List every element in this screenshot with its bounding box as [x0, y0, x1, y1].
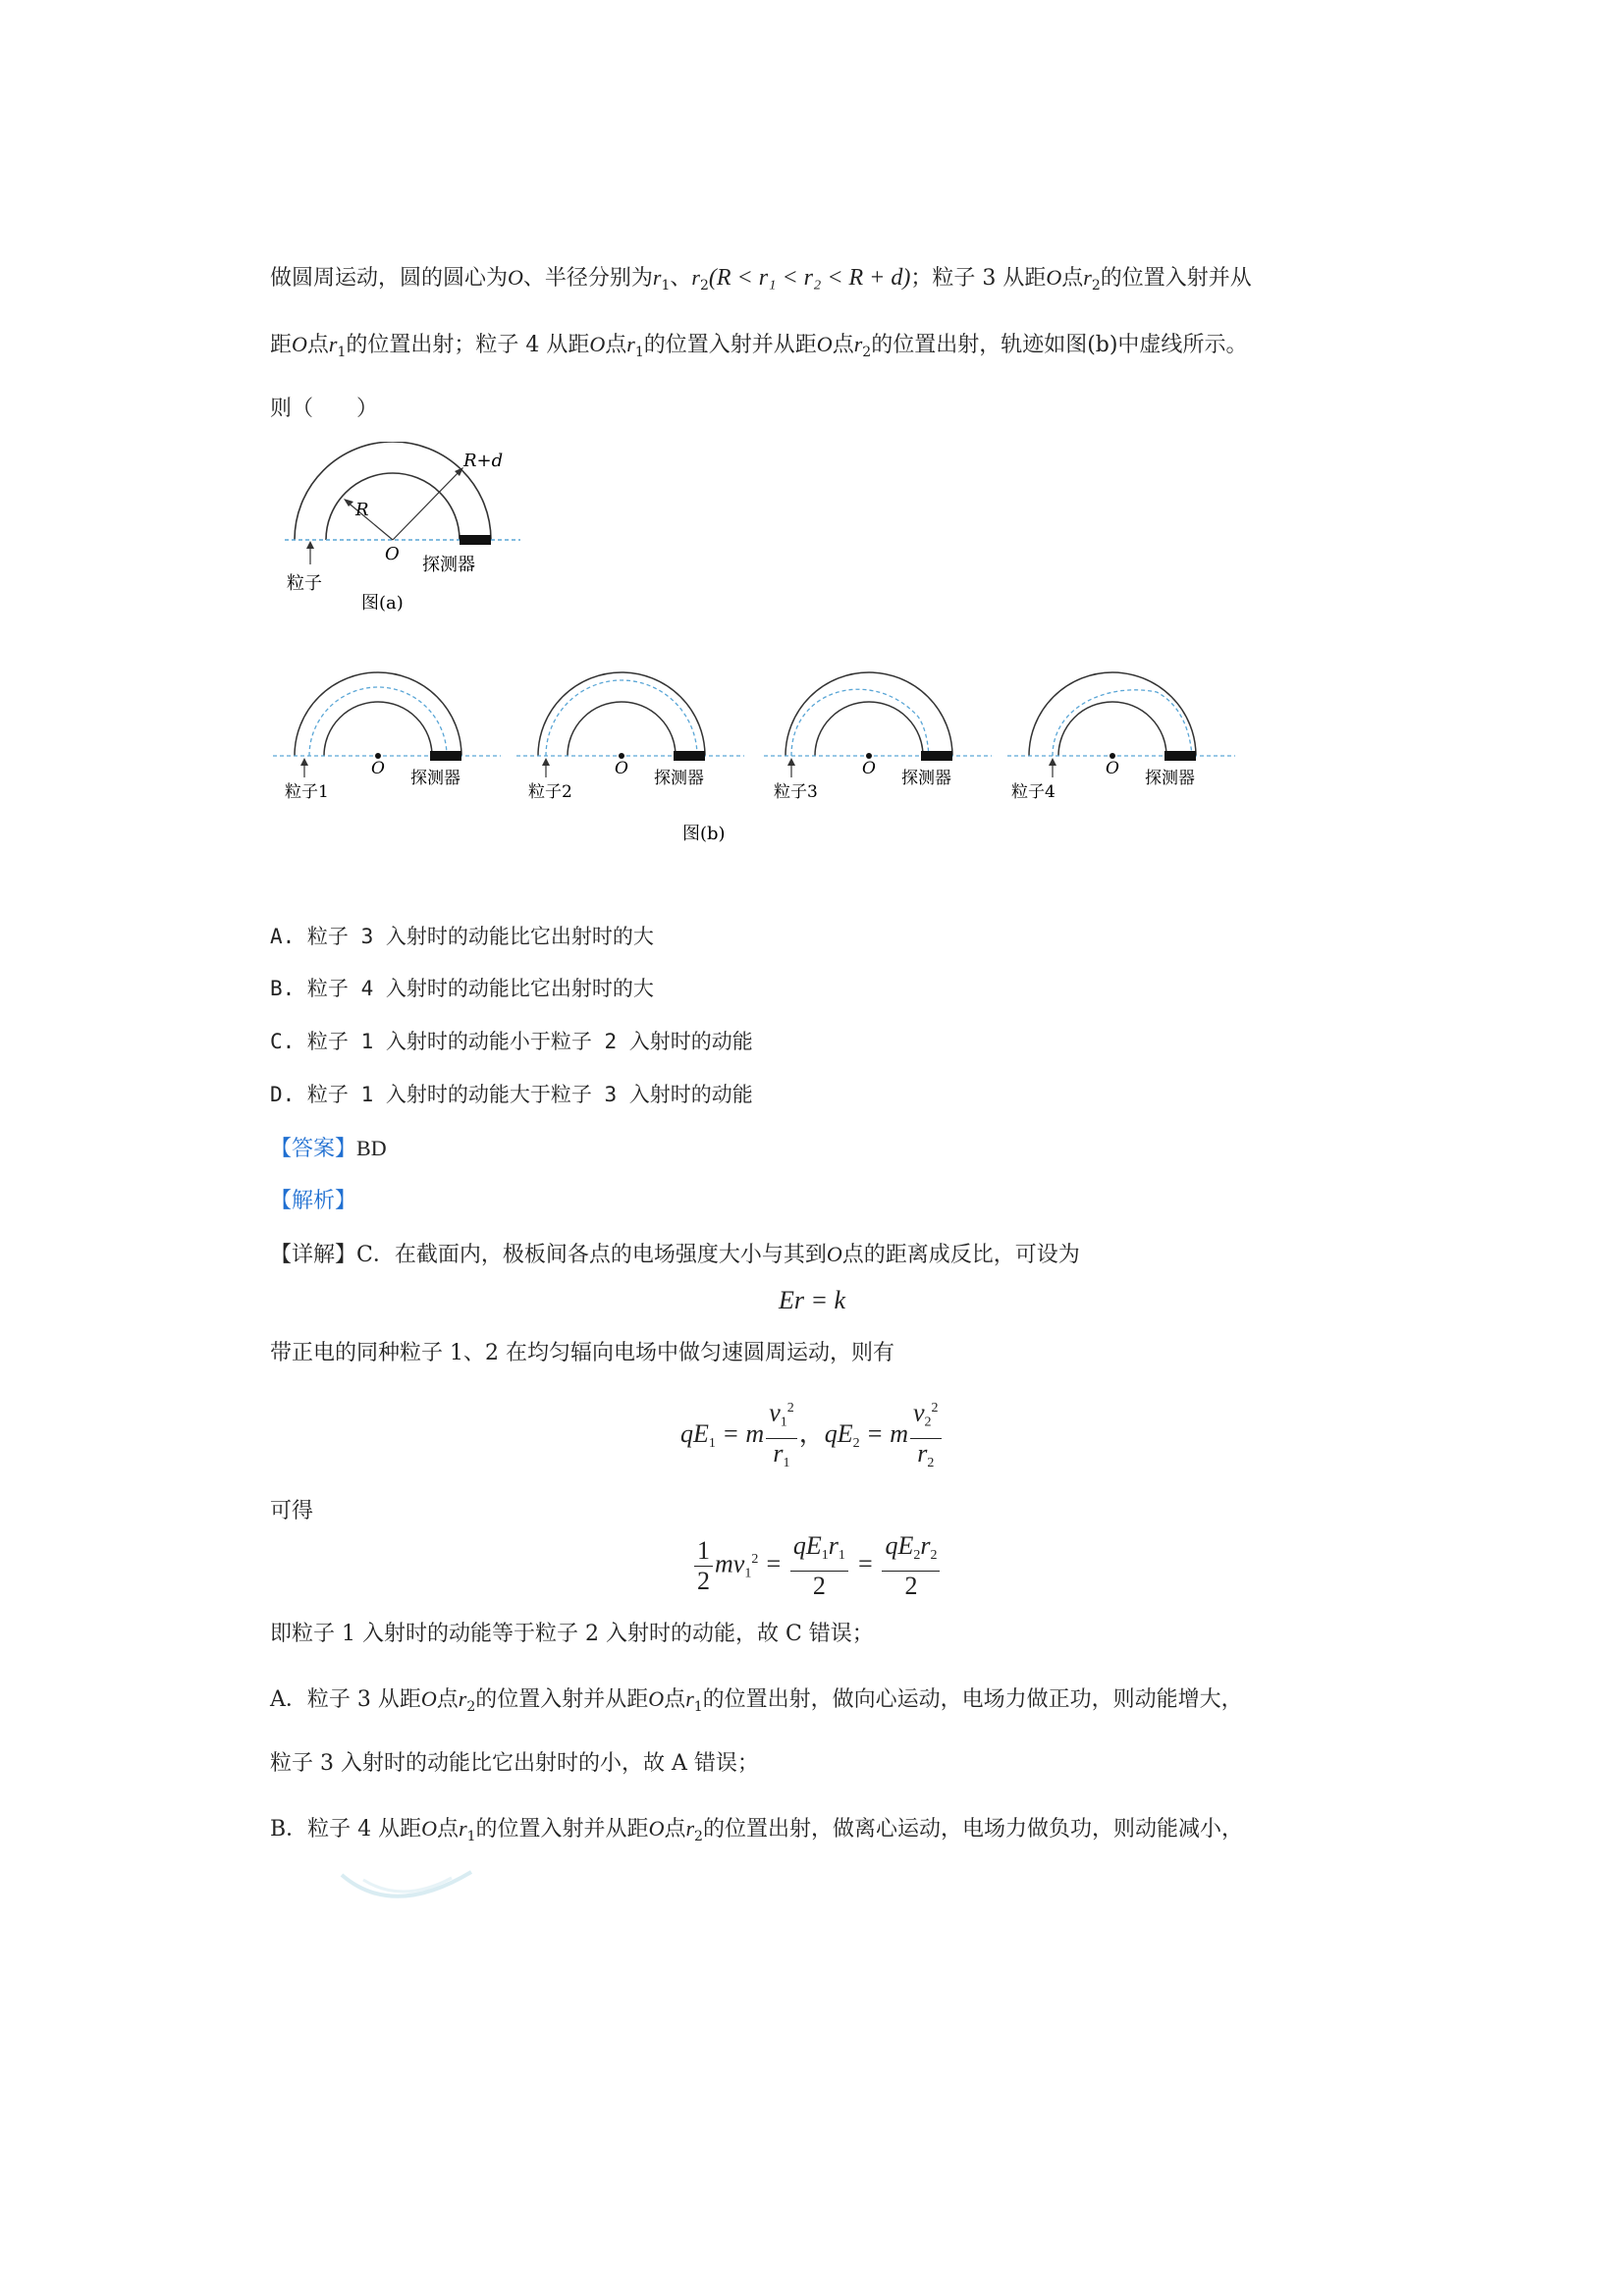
numerator: 1: [694, 1536, 713, 1567]
detector-block: [1164, 751, 1196, 761]
sentence-6: 粒子 3 入射时的动能比它出射时的小，故 A 错误；: [270, 1751, 759, 1776]
watermark-logo: [334, 1860, 491, 1919]
eq-part: = m: [859, 1418, 908, 1448]
symbol-O: O: [508, 265, 523, 290]
symbol-r: r: [853, 332, 863, 356]
panel-2: [516, 672, 744, 802]
text-segment: C．在截面内，极板间各点的电场强度大小与其到: [356, 1243, 827, 1267]
fraction: [882, 1531, 940, 1601]
inner-arc: [1058, 702, 1166, 756]
eq-part: qE: [824, 1418, 853, 1448]
subscript: 2: [930, 1548, 938, 1563]
option-a: A. 粒子 3 入射时的动能比它出射时的大: [270, 925, 654, 948]
denominator: $r_1$: [773, 1438, 790, 1470]
fraction: [910, 1394, 942, 1478]
denominator: 2: [697, 1567, 710, 1595]
numerator: $v_2^2$: [910, 1394, 942, 1439]
text-segment: 、: [670, 266, 692, 291]
eq-sep: ，: [798, 1418, 825, 1448]
detector-block: [430, 751, 461, 761]
question-prompt: 则（ ）: [270, 397, 379, 421]
symbol-r: r: [1083, 265, 1092, 290]
sentence-2: 带正电的同种粒子 1、2 在均匀辐向电场中做匀速圆周运动，则有: [270, 1341, 894, 1365]
detector-block: [674, 751, 705, 761]
label-detector: 探测器: [901, 769, 951, 788]
symbol-r: r: [685, 1816, 695, 1841]
subscript: 1: [838, 1548, 845, 1563]
inner-arc: [568, 702, 676, 756]
arrowhead: [1049, 758, 1056, 766]
text-segment: 点: [437, 1817, 460, 1842]
equation-force: [680, 1394, 944, 1478]
option-c: C. 粒子 1 入射时的动能小于粒子 2 入射时的动能: [270, 1030, 753, 1053]
label-O: O: [615, 759, 628, 778]
text-segment: 点: [1061, 266, 1084, 291]
radius-R-arrow: [346, 501, 393, 540]
text-segment: 、半径分别为: [522, 266, 653, 291]
equation-er-k: Er = k: [779, 1286, 846, 1314]
figure-a: [275, 442, 530, 638]
symbol-r: r: [691, 265, 700, 290]
paragraph-line-3: [270, 395, 378, 424]
paragraph-line-2: [270, 330, 1247, 367]
eq-part: =: [849, 1549, 881, 1578]
subscript: 2: [1091, 278, 1101, 294]
fraction: [790, 1531, 848, 1601]
caption-b: 图(b): [682, 824, 726, 844]
trajectory-dashed: [791, 689, 929, 756]
subscript: 2: [699, 278, 709, 294]
text-segment: 的位置入射并从距: [475, 1687, 649, 1712]
text-segment: 点: [664, 1687, 686, 1712]
detail-tag: 【详解】: [270, 1243, 357, 1267]
numerator: $v_1^2$: [766, 1394, 797, 1439]
panel-3: [764, 672, 992, 802]
label-detector: 探测器: [422, 555, 475, 575]
radius-Rd-arrow: [393, 469, 461, 540]
inner-arc: [815, 702, 923, 756]
denominator: 2: [904, 1572, 918, 1600]
label-O: O: [1106, 759, 1119, 778]
subscript: 2: [913, 1548, 921, 1563]
symbol-r: r: [328, 332, 338, 356]
text-segment: 点的距离成反比，可设为: [841, 1243, 1080, 1267]
text-segment: 的位置出射，做离心运动，电场力做负功，则动能减小，: [702, 1817, 1243, 1842]
outer-arc: [295, 442, 491, 540]
label-detector: 探测器: [1145, 769, 1195, 788]
sentence-7: [270, 1814, 1243, 1851]
arrowhead: [787, 758, 795, 766]
subscript: 1: [783, 1455, 790, 1470]
denominator: $r_2$: [917, 1438, 935, 1470]
text-segment: 点: [605, 333, 627, 357]
outer-arc: [538, 672, 705, 756]
label-R: R: [355, 500, 369, 520]
eq-part: mv: [715, 1549, 745, 1578]
arrowhead: [300, 758, 308, 766]
subscript: 1: [634, 345, 644, 360]
label-O: O: [371, 759, 385, 778]
symbol-r: r: [459, 1816, 467, 1841]
label-O: O: [862, 759, 876, 778]
subscript: 1: [337, 345, 347, 360]
text-segment: 点: [832, 333, 854, 357]
symbol-r: r: [652, 265, 662, 290]
numerator: $qE_1r_1$: [790, 1531, 848, 1572]
text-segment: 点: [436, 1687, 459, 1712]
trajectory-dashed: [309, 687, 447, 756]
answer-value: BD: [356, 1136, 387, 1160]
option-b: B. 粒子 4 入射时的动能比它出射时的大: [270, 977, 654, 1000]
symbol-O: O: [816, 332, 833, 356]
answer-line: [270, 1134, 387, 1164]
answer-tag: 【答案】: [270, 1137, 357, 1161]
symbol-O: O: [421, 1816, 438, 1841]
label-detector: 探测器: [410, 769, 460, 788]
text-segment: 点: [664, 1817, 686, 1842]
subscript: 2: [927, 1455, 935, 1470]
analysis-tag: 【解析】: [270, 1189, 357, 1213]
subscript: 1: [693, 1699, 703, 1715]
subscript: 2: [924, 1415, 932, 1430]
arrowhead: [306, 541, 314, 549]
label-detector: 探测器: [654, 769, 704, 788]
panel-4: [1007, 672, 1235, 802]
subscript: 2: [466, 1699, 476, 1715]
label-particle: 粒子2: [528, 782, 572, 802]
paragraph-line-1: [270, 263, 1252, 300]
symbol-O: O: [826, 1242, 842, 1266]
inner-arc: [326, 473, 460, 540]
subscript: 2: [694, 1829, 703, 1844]
symbol-O: O: [648, 1686, 665, 1711]
sentence-3: 可得: [270, 1499, 314, 1523]
eq-part: qE: [680, 1418, 709, 1448]
outer-arc: [295, 672, 461, 756]
fraction: [766, 1394, 797, 1478]
subscript: 1: [466, 1829, 476, 1844]
inner-arc: [324, 702, 432, 756]
figure-b: [265, 658, 1247, 854]
text-segment: 的位置入射并从距: [643, 333, 817, 357]
symbol-O: O: [420, 1686, 437, 1711]
detail-line: [270, 1240, 1080, 1270]
equation-kinetic: $\frac{1}{2}$ $mv_1^2$ = $\frac{qE_1r_1}{2}$ = $\frac{qE_2r_2}{2}$: [692, 1531, 942, 1601]
subscript: 1: [744, 1566, 752, 1581]
symbol-r: r: [626, 332, 635, 356]
sentence-5: [270, 1684, 1243, 1722]
caption-a: 图(a): [361, 593, 404, 614]
text-segment: 做圆周运动，圆的圆心为: [270, 266, 509, 291]
text-segment: B．粒子 4 从距: [270, 1817, 422, 1842]
arrowhead: [542, 758, 550, 766]
subscript: 1: [661, 278, 671, 294]
text-segment: 距: [270, 333, 293, 357]
label-particle: 粒子4: [1011, 782, 1056, 802]
text-segment: ；粒子 3 从距: [910, 266, 1047, 291]
denominator: 2: [812, 1572, 826, 1600]
subscript: 1: [821, 1548, 829, 1563]
text-segment: 的位置入射并从距: [475, 1817, 649, 1842]
label-O: O: [385, 544, 400, 564]
numerator: $qE_2r_2$: [882, 1531, 940, 1572]
analysis-line: [270, 1187, 356, 1216]
subscript: 1: [708, 1435, 716, 1451]
text-segment: 的位置出射，做向心运动，电场力做正功，则动能增大，: [702, 1687, 1243, 1712]
text-segment: 的位置入射并从: [1100, 266, 1252, 291]
option-d: D. 粒子 1 入射时的动能大于粒子 3 入射时的动能: [270, 1083, 753, 1106]
symbol-r: r: [458, 1686, 467, 1711]
text-segment: 的位置出射，轨迹如图(b)中虚线所示。: [871, 333, 1248, 357]
label-particle: 粒子: [287, 573, 322, 594]
subscript: 2: [862, 345, 872, 360]
symbol-O: O: [292, 332, 307, 356]
symbol-O: O: [1046, 265, 1062, 290]
eq-part: = m: [715, 1418, 765, 1448]
label-particle: 粒子1: [285, 782, 329, 802]
label-R-plus-d: R+d: [463, 451, 504, 471]
sentence-4: 即粒子 1 入射时的动能等于粒子 2 入射时的动能，故 C 错误；: [270, 1622, 874, 1646]
label-particle: 粒子3: [774, 782, 818, 802]
detector-block: [460, 535, 491, 545]
symbol-O: O: [589, 332, 606, 356]
symbol-O: O: [648, 1816, 665, 1841]
text-segment: A．粒子 3 从距: [270, 1687, 421, 1712]
subscript: 1: [780, 1415, 787, 1430]
trajectory-dashed: [1053, 690, 1192, 756]
text-segment: 点: [306, 333, 329, 357]
subscript: 2: [852, 1435, 860, 1451]
inequality: (R < r₁ < r₂ < R + d): [708, 265, 911, 291]
symbol-r: r: [685, 1686, 694, 1711]
outer-arc: [1029, 672, 1196, 756]
text-segment: 的位置出射；粒子 4 从距: [346, 333, 590, 357]
panel-1: [273, 672, 501, 802]
eq-part: =: [758, 1549, 788, 1578]
fraction: [694, 1536, 713, 1596]
detector-block: [921, 751, 952, 761]
